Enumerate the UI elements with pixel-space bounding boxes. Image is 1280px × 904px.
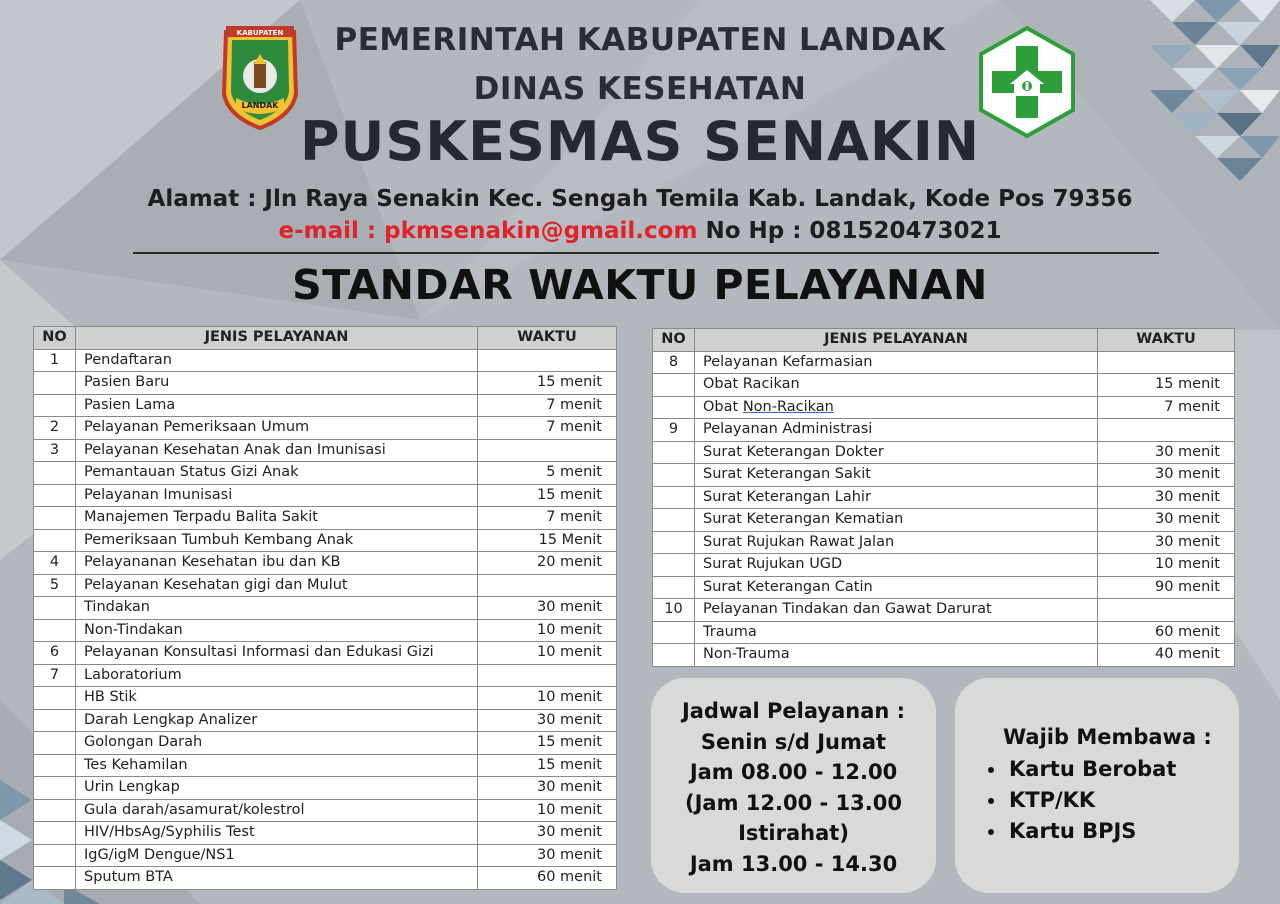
table-row bbox=[34, 642, 617, 665]
row-service: Non-Trauma bbox=[695, 644, 1098, 667]
row-time: 7 menit bbox=[1098, 396, 1235, 419]
table-row bbox=[34, 462, 617, 485]
row-service: Surat Rujukan Rawat Jalan bbox=[695, 531, 1098, 554]
row-service: Pasien Baru bbox=[76, 372, 478, 395]
row-number bbox=[653, 374, 695, 397]
requirement-item: • Kartu Berobat bbox=[1007, 754, 1176, 785]
row-time: 30 menit bbox=[478, 709, 617, 732]
row-time: 30 menit bbox=[1098, 486, 1235, 509]
table-row bbox=[653, 509, 1235, 532]
row-service: Pelayananan Kesehatan ibu dan KB bbox=[76, 552, 478, 575]
row-service: Tindakan bbox=[76, 597, 478, 620]
row-time bbox=[478, 439, 617, 462]
email-text: e-mail : pkmsenakin@gmail.com bbox=[278, 218, 698, 244]
table-row bbox=[34, 394, 617, 417]
row-service: Pelayanan Konsultasi Informasi dan Edukasi Gizi bbox=[76, 642, 478, 665]
header-service: JENIS PELAYANAN bbox=[76, 327, 478, 350]
row-time: 10 menit bbox=[478, 799, 617, 822]
row-number bbox=[34, 844, 76, 867]
header-time: WAKTU bbox=[1098, 329, 1235, 352]
service-table-right bbox=[652, 328, 1235, 667]
row-number bbox=[653, 441, 695, 464]
row-service: Surat Keterangan Kematian bbox=[695, 509, 1098, 532]
row-time bbox=[478, 349, 617, 372]
row-time: 7 menit bbox=[478, 507, 617, 530]
row-number: 7 bbox=[34, 664, 76, 687]
row-number bbox=[653, 644, 695, 667]
row-time: 30 menit bbox=[1098, 531, 1235, 554]
row-time: 15 menit bbox=[478, 484, 617, 507]
header-no: NO bbox=[653, 329, 695, 352]
requirements-heading: Wajib Membawa : bbox=[1003, 725, 1212, 749]
row-number: 3 bbox=[34, 439, 76, 462]
contact-line bbox=[100, 218, 1180, 244]
table-row bbox=[653, 464, 1235, 487]
service-table-left bbox=[33, 326, 617, 890]
row-number bbox=[653, 396, 695, 419]
row-service: Golongan Darah bbox=[76, 732, 478, 755]
row-service: Surat Keterangan Dokter bbox=[695, 441, 1098, 464]
row-number bbox=[34, 462, 76, 485]
row-service: Gula darah/asamurat/kolestrol bbox=[76, 799, 478, 822]
table-row bbox=[653, 599, 1235, 622]
table-row bbox=[653, 396, 1235, 419]
table-row bbox=[653, 621, 1235, 644]
row-time: 15 menit bbox=[478, 372, 617, 395]
table-row bbox=[34, 822, 617, 845]
row-number bbox=[653, 509, 695, 532]
row-service: Non-Tindakan bbox=[76, 619, 478, 642]
row-number bbox=[34, 687, 76, 710]
row-number bbox=[653, 621, 695, 644]
table-row bbox=[34, 709, 617, 732]
row-time: 30 menit bbox=[1098, 509, 1235, 532]
row-number bbox=[34, 507, 76, 530]
row-time: 60 menit bbox=[478, 867, 617, 890]
table-row bbox=[653, 486, 1235, 509]
row-number: 2 bbox=[34, 417, 76, 440]
emblem-top-text: KABUPATEN bbox=[236, 29, 284, 37]
row-number bbox=[34, 709, 76, 732]
row-service: Pemeriksaan Tumbuh Kembang Anak bbox=[76, 529, 478, 552]
row-service: Manajemen Terpadu Balita Sakit bbox=[76, 507, 478, 530]
header-divider bbox=[133, 252, 1159, 254]
table-row bbox=[653, 576, 1235, 599]
table-row bbox=[34, 664, 617, 687]
row-time: 5 menit bbox=[478, 462, 617, 485]
row-service: Pelayanan Kesehatan gigi dan Mulut bbox=[76, 574, 478, 597]
row-time: 10 menit bbox=[478, 642, 617, 665]
row-service: Obat Non-Racikan bbox=[695, 396, 1098, 419]
page-title: STANDAR WAKTU PELAYANAN bbox=[292, 261, 988, 309]
table-row bbox=[34, 507, 617, 530]
header-department: DINAS KESEHATAN bbox=[473, 71, 807, 107]
row-number: 4 bbox=[34, 552, 76, 575]
row-time: 30 menit bbox=[478, 777, 617, 800]
row-time: 10 menit bbox=[478, 619, 617, 642]
row-time bbox=[1098, 351, 1235, 374]
row-service: Pasien Lama bbox=[76, 394, 478, 417]
table-row bbox=[34, 484, 617, 507]
row-service: Sputum BTA bbox=[76, 867, 478, 890]
table-row bbox=[653, 441, 1235, 464]
header-time: WAKTU bbox=[478, 327, 617, 350]
row-number: 9 bbox=[653, 419, 695, 442]
schedule-line: Jam 08.00 - 12.00 bbox=[689, 760, 898, 784]
row-number bbox=[653, 464, 695, 487]
table-row bbox=[34, 754, 617, 777]
header-clinic-name: PUSKESMAS SENAKIN bbox=[299, 110, 981, 173]
table-row bbox=[653, 644, 1235, 667]
row-number: 8 bbox=[653, 351, 695, 374]
phone-text: No Hp : 081520473021 bbox=[705, 218, 1002, 244]
row-time: 30 menit bbox=[478, 822, 617, 845]
table-row bbox=[34, 799, 617, 822]
row-time: 15 menit bbox=[1098, 374, 1235, 397]
row-time bbox=[1098, 419, 1235, 442]
row-time: 10 menit bbox=[478, 687, 617, 710]
row-service: Pelayanan Imunisasi bbox=[76, 484, 478, 507]
table-row bbox=[34, 867, 617, 890]
requirement-item: • Kartu BPJS bbox=[1007, 816, 1176, 847]
table-row bbox=[34, 597, 617, 620]
table-row bbox=[653, 531, 1235, 554]
row-service: Obat Racikan bbox=[695, 374, 1098, 397]
row-number bbox=[34, 619, 76, 642]
row-number bbox=[34, 372, 76, 395]
requirements-list bbox=[985, 754, 1176, 847]
table-row bbox=[653, 554, 1235, 577]
schedule-line: Senin s/d Jumat bbox=[700, 729, 887, 754]
table-row bbox=[653, 351, 1235, 374]
row-number bbox=[34, 822, 76, 845]
row-service: HB Stik bbox=[76, 687, 478, 710]
table-row bbox=[34, 844, 617, 867]
row-number bbox=[34, 754, 76, 777]
row-time: 10 menit bbox=[1098, 554, 1235, 577]
schedule-line: Istirahat) bbox=[738, 821, 849, 845]
row-number bbox=[34, 799, 76, 822]
schedule-line: (Jam 12.00 - 13.00 bbox=[685, 790, 902, 815]
row-number bbox=[34, 529, 76, 552]
row-time: 40 menit bbox=[1098, 644, 1235, 667]
row-number bbox=[653, 531, 695, 554]
row-time: 15 menit bbox=[478, 732, 617, 755]
row-service: Surat Keterangan Lahir bbox=[695, 486, 1098, 509]
row-service: Laboratorium bbox=[76, 664, 478, 687]
row-service: Trauma bbox=[695, 621, 1098, 644]
address-line: Alamat : Jln Raya Senakin Kec. Sengah Temila Kab. Landak, Kode Pos 79356 bbox=[147, 186, 1133, 212]
table-row bbox=[34, 349, 617, 372]
row-time: 60 menit bbox=[1098, 621, 1235, 644]
header-government: PEMERINTAH KABUPATEN LANDAK bbox=[334, 22, 946, 58]
row-time: 30 menit bbox=[1098, 441, 1235, 464]
table-header-row bbox=[653, 329, 1235, 352]
emblem-bottom-text: LANDAK bbox=[241, 101, 279, 110]
table-row bbox=[653, 419, 1235, 442]
table-row bbox=[34, 732, 617, 755]
schedule-line: Jadwal Pelayanan : bbox=[681, 699, 906, 723]
underlined-word: Non-Racikan bbox=[742, 398, 834, 415]
row-time: 7 menit bbox=[478, 417, 617, 440]
row-time bbox=[478, 664, 617, 687]
row-service: Pendaftaran bbox=[76, 349, 478, 372]
row-service: Pelayanan Administrasi bbox=[695, 419, 1098, 442]
row-number bbox=[34, 732, 76, 755]
table-row bbox=[653, 374, 1235, 397]
row-service: IgG/igM Dengue/NS1 bbox=[76, 844, 478, 867]
row-service: Pemantauan Status Gizi Anak bbox=[76, 462, 478, 485]
row-time: 90 menit bbox=[1098, 576, 1235, 599]
row-number bbox=[653, 576, 695, 599]
row-number bbox=[34, 394, 76, 417]
table-header-row bbox=[34, 327, 617, 350]
table-row bbox=[34, 372, 617, 395]
row-number bbox=[34, 777, 76, 800]
requirement-item: • KTP/KK bbox=[1007, 785, 1176, 816]
row-service: HIV/HbsAg/Syphilis Test bbox=[76, 822, 478, 845]
row-time: 7 menit bbox=[478, 394, 617, 417]
row-service: Urin Lengkap bbox=[76, 777, 478, 800]
schedule-box bbox=[651, 678, 936, 893]
row-number: 10 bbox=[653, 599, 695, 622]
header-no: NO bbox=[34, 327, 76, 350]
row-time: 15 menit bbox=[478, 754, 617, 777]
row-service: Pelayanan Kefarmasian bbox=[695, 351, 1098, 374]
table-row bbox=[34, 777, 617, 800]
row-time: 30 menit bbox=[478, 844, 617, 867]
row-number bbox=[34, 867, 76, 890]
row-time: 30 menit bbox=[478, 597, 617, 620]
row-number: 6 bbox=[34, 642, 76, 665]
row-number bbox=[653, 486, 695, 509]
row-service: Pelayanan Kesehatan Anak dan Imunisasi bbox=[76, 439, 478, 462]
table-row bbox=[34, 529, 617, 552]
table-row bbox=[34, 417, 617, 440]
row-number bbox=[34, 484, 76, 507]
row-service: Pelayanan Tindakan dan Gawat Darurat bbox=[695, 599, 1098, 622]
table-row bbox=[34, 552, 617, 575]
schedule-line: Jam 13.00 - 14.30 bbox=[689, 851, 898, 876]
table-row bbox=[34, 574, 617, 597]
row-service: Tes Kehamilan bbox=[76, 754, 478, 777]
header-service: JENIS PELAYANAN bbox=[695, 329, 1098, 352]
table-row bbox=[34, 439, 617, 462]
row-service: Surat Keterangan Catin bbox=[695, 576, 1098, 599]
row-time bbox=[478, 574, 617, 597]
row-service: Pelayanan Pemeriksaan Umum bbox=[76, 417, 478, 440]
row-number bbox=[653, 554, 695, 577]
table-row bbox=[34, 687, 617, 710]
row-number: 1 bbox=[34, 349, 76, 372]
row-number bbox=[34, 597, 76, 620]
row-time bbox=[1098, 599, 1235, 622]
row-time: 15 Menit bbox=[478, 529, 617, 552]
requirements-box bbox=[955, 678, 1239, 893]
row-time: 30 menit bbox=[1098, 464, 1235, 487]
row-service: Surat Keterangan Sakit bbox=[695, 464, 1098, 487]
row-time: 20 menit bbox=[478, 552, 617, 575]
row-number: 5 bbox=[34, 574, 76, 597]
table-row bbox=[34, 619, 617, 642]
row-service: Surat Rujukan UGD bbox=[695, 554, 1098, 577]
row-service: Darah Lengkap Analizer bbox=[76, 709, 478, 732]
